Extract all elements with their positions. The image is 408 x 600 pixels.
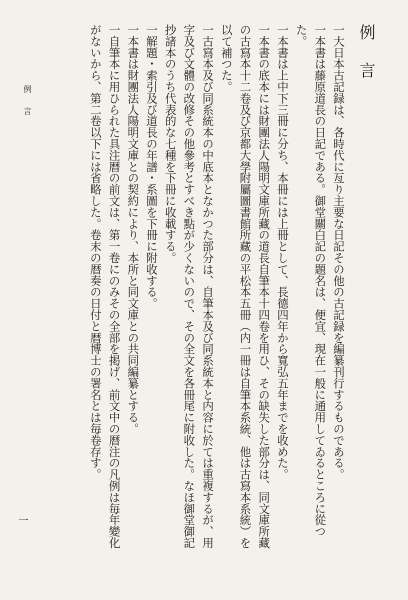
- preface-item: 一大日本古記録は、各時代に亙り主要な日記その他の古記録を編纂刊行するものである。: [332, 24, 346, 480]
- preface-item: 一本書は上中下三冊に分ち、本冊には上冊として、長德四年から寬弘五年までを收めた。: [275, 24, 290, 480]
- preface-item: 一本書は藤原道長の日記である。御堂關白記の題名は、便宜、現在一般に通用してゐるところに從つた。: [294, 24, 328, 537]
- preface-item: 一解題・索引及び道長の年譜・系圖を下冊に附收する。: [144, 24, 159, 309]
- preface-item: 一古寫本及び同系統本の中底本となかつた部分は、自筆本及び同系統本と内容に於ては重複するが、用字及び文體の改修その他參考とすべき點が少くないので、その全文を各冊尾に附收した。なほ御堂御記抄諸本のうち代表的な七種を下冊に收載する。: [163, 24, 216, 549]
- page-title: 例言: [357, 24, 376, 100]
- page-number: 一: [16, 515, 27, 525]
- preface-item: 一本書の底本には財團法人陽明文庫所藏の道長自筆本十四卷を用ひ、その缺失した部分は、同文庫所藏の古寫本十二卷及び京都大學附屬圖書館所藏の平松本五冊（内一冊は自筆本系統、他は古寫本系統）を以て補つた。: [219, 24, 272, 549]
- preface-item: 一自筆本に用ひられた具注暦の前文は、第一卷にのみその全部を掲げ、前文中の暦注の凡例は毎年變化がないから、第二卷以下には省略した。卷末の暦奏の日付と暦博士の署名とは毎卷存す。: [88, 24, 122, 549]
- preface-item: 一本書は財團法人陽明文庫との契約により、本所と同文庫との共同編纂とする。: [126, 24, 141, 435]
- preface-items: [86, 24, 348, 579]
- running-footer: 例言: [23, 85, 32, 129]
